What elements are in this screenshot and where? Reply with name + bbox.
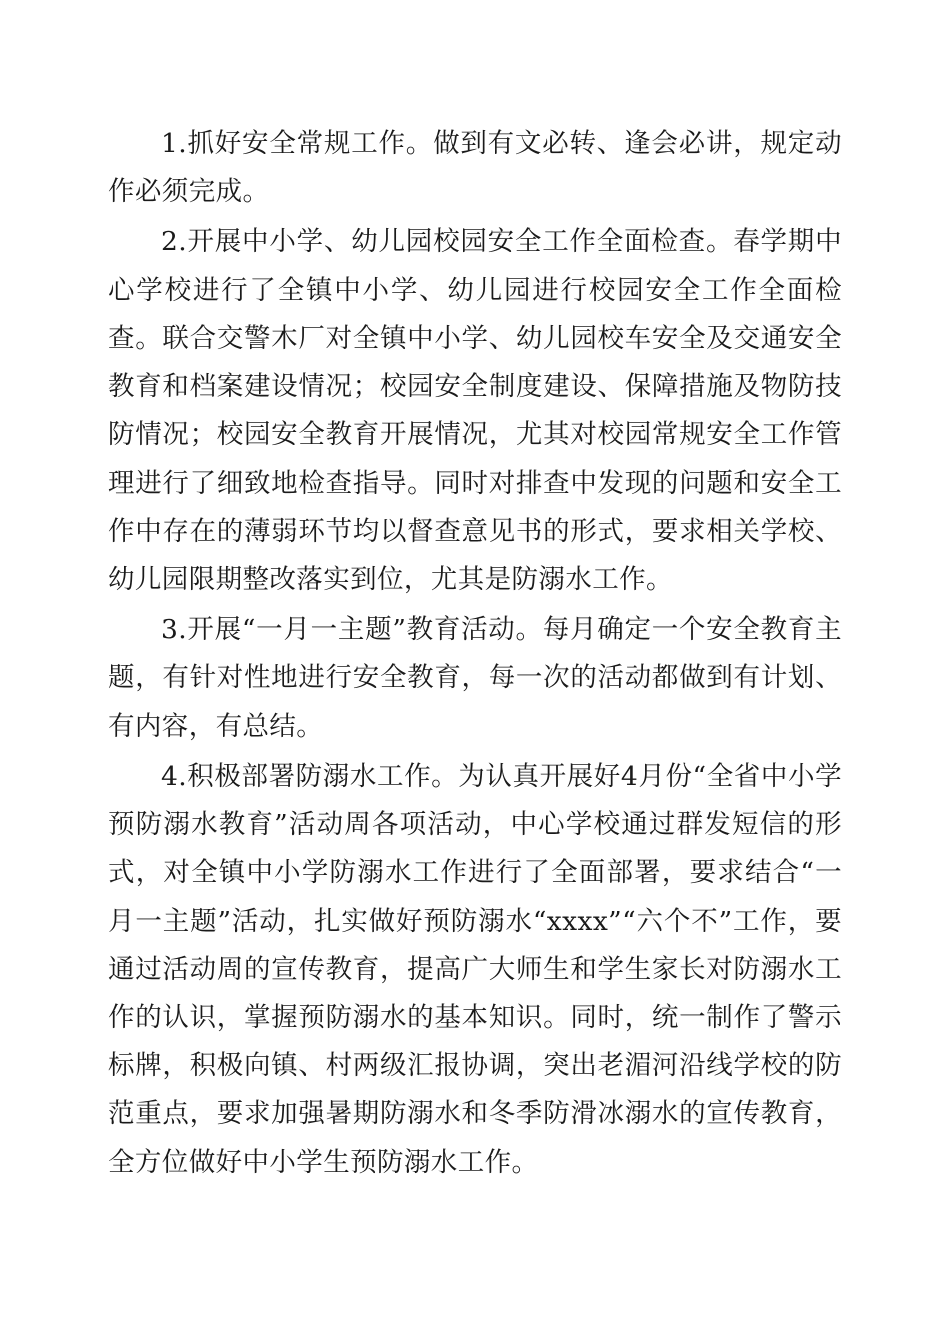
paragraph-4: 4.积极部署防溺水工作。为认真开展好4月份“全省中小学预防溺水教育”活动周各项活动，中心学校通过群发短信的形式，对全镇中小学防溺水工作进行了全面部署，要求结合“一月一主题”活动，扎实做好预防溺水“xxxx”“六个不”工作，要通过活动周的宣传教育，提高广大师生和学生家长对防溺水工作的认识，掌握预防溺水的基本知识。同时，统一制作了警示标牌，积极向镇、村两级汇报协调，突出老湄河沿线学校的防范重点，要求加强暑期防溺水和冬季防滑冰溺水的宣传教育，全方位做好中小学生预防溺水工作。 — [108, 760, 842, 1178]
paragraph-2: 2.开展中小学、幼儿园校园安全工作全面检查。春学期中心学校进行了全镇中小学、幼儿园进行校园安全工作全面检查。联合交警木厂对全镇中小学、幼儿园校车安全及交通安全教育和档案建设情况；校园安全制度建设、保障措施及物防技防情况；校园安全教育开展情况，尤其对校园常规安全工作管理进行了细致地检查指导。同时对排查中发现的问题和安全工作中存在的薄弱环节均以督查意见书的形式，要求相关学校、幼儿园限期整改落实到位，尤其是防溺水工作。 — [108, 226, 842, 595]
paragraph-3: 3.开展“一月一主题”教育活动。每月确定一个安全教育主题，有针对性地进行安全教育，每一次的活动都做到有计划、有内容，有总结。 — [108, 614, 842, 742]
paragraph-1: 1.抓好安全常规工作。做到有文必转、逢会必讲，规定动作必须完成。 — [108, 128, 842, 208]
document-body — [108, 120, 842, 1187]
